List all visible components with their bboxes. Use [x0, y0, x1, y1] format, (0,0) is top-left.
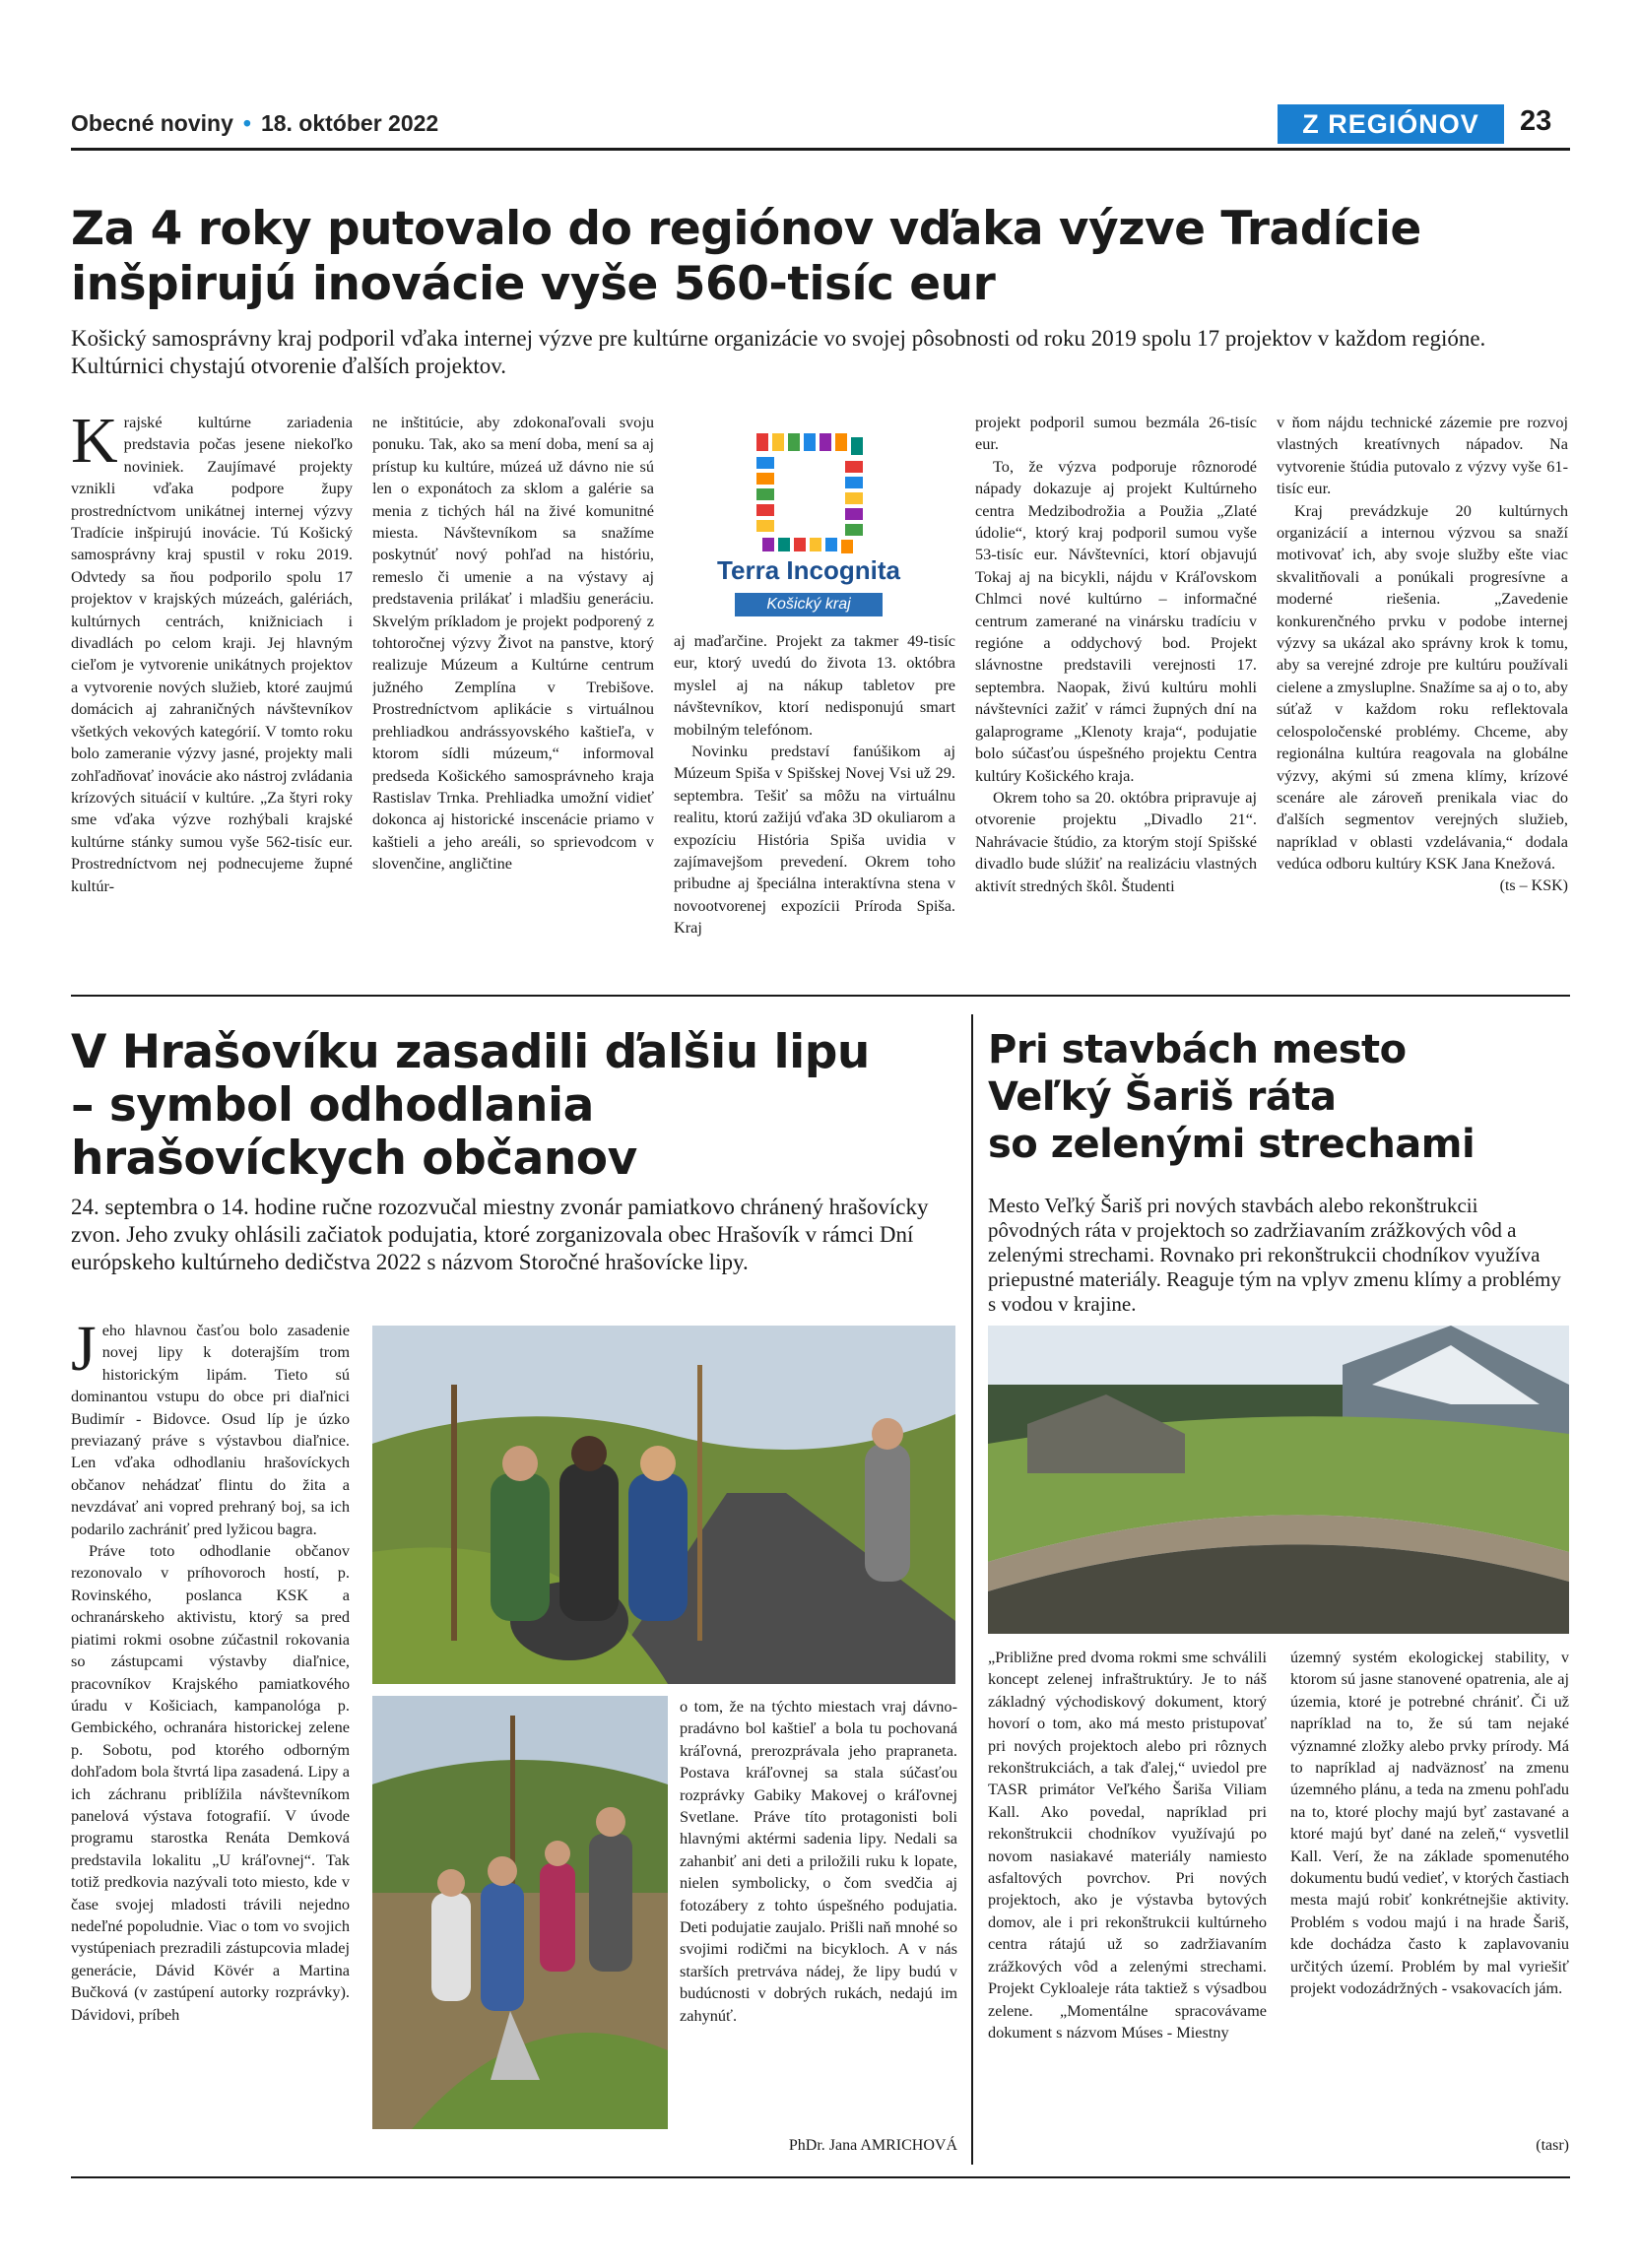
paragraph: Novinku predstaví fanúšikom aj Múzeum Spiša v Spišskej Novej Vsi už 29. septembra. Tešiť sa môžu na virtuálnu realitu, ktorú zažijú vďaka 3D okuliarom a expozíciu História Spiša uvidia v zajímavejšom prevedení. Okrem toho pribudne aj špeciálna interaktívna stena v novootvorenej expozícii Príroda Spiša. Kraj: [674, 742, 955, 938]
article1-column-4: [975, 412, 1257, 983]
article1-column-1: [71, 412, 353, 983]
article2-signature: PhDr. Jana AMRICHOVÁ: [788, 2137, 957, 2154]
article3-lead: Mesto Veľký Šariš pri nových stavbách alebo rekonštrukcii pôvodných ráta v projektoch so zadržiavaním zrážkových vôd a zelenými strechami. Rovnako pri rekonštrukcii chodníkov využíva priepustné materiály. Reaguje tým na vplyv zmenu klímy a problémy s vodou v krajine.: [988, 1194, 1561, 1316]
photo-image: [988, 1326, 1569, 1634]
logo-subtitle: Košický kraj: [735, 593, 883, 616]
paragraph: územný systém ekologickej stability, v ktorom sú jasne stanovené opatrenia, ale aj územia, ktoré je potrebné chrániť. Či už napríklad na to, že sú tam nejaké významné zložky alebo prvky prírody. Má to napríklad aj nadväznosť na zmenu územného plánu, a teda na zmenu pohľadu na to, ktoré plochy majú byť zastavané a ktoré majú byť dané na zeleň,“ vysvetlil Kall. Verí, že na základe spomenutého dokumentu budú vedieť, v ktorých častiach mesta majú robiť konkrétnejšie aktivity. Problém s vodou majú i na hrade Šariš, kde dochádza často k zaplavovaniu určitých území. Problém by mal vyriešiť projekt vodozádržných - vsakovacích jám.: [1290, 1648, 1569, 1998]
footer-rule: [71, 2176, 1570, 2178]
photo-image: [372, 1696, 668, 2129]
paragraph: rajské kultúrne zariadenia predstavia počas jesene niekoľko noviniek. Zaujímavé projekty vznikli vďaka podpore župy prostredníctvom unikátnej internej výzvy Tradície inšpirujú inovácie. Tú Košický samosprávny kraj spustil v roku 2019. Odvtedy sa ňou podporilo spolu 17 projektov v krajských múzeách, galériách, kultúrnych centrách, knižniciach i divadlách po celom kraji. Jej hlavným cieľom je vytvorenie unikátnych projektov a vytvorenie nových služieb, ktoré zaujmú domácich aj zahraničných návštevníkov všetkých vekových kategórií. V tomto roku bolo zameranie výzvy jasné, projekty mali zohľadňovať inovácie ako nástroj zvládania krízových situácií v kultúre. „Za štyri roky sme vďaka výzve rozhýbali krajské kultúrne stánky sumou vyše 562-tisíc eur. Prostredníctvom nej podnecujeme župné kultúr-: [71, 413, 353, 895]
article3-signature: (tasr): [1536, 2137, 1569, 2154]
tree-planting-photo: [372, 1326, 955, 1684]
bullet-icon: •: [242, 110, 251, 136]
article2-column-1: [71, 1320, 350, 2165]
article1-column-5: [1277, 412, 1568, 983]
issue-date: 18. október 2022: [260, 110, 439, 136]
section-badge: Z REGIÓNOV: [1278, 104, 1504, 144]
paragraph: aj maďarčine. Projekt za takmer 49-tisíc eur, ktorý uvedú do života 13. októbra myslel aj na nákup tabletov pre návštevníkov, ktorí nedisponujú smart mobilným telefónom.: [674, 631, 955, 739]
headline-line: Veľký Šariš ráta: [988, 1074, 1337, 1120]
paragraph: v ňom nájdu technické zázemie pre rozvoj vlastných kreatívnych nápadov. Na vytvorenie štúdia putovalo z výzvy vyše 61-tisíc eur.: [1277, 413, 1568, 498]
paragraph: eho hlavnou časťou bolo zasadenie novej lipy k doterajším trom historickým lipám. Tieto sú dominantou vstupu do obce pri diaľnici Budimír - Bidovce. Osud líp je úzko previazaný práve s výstavbou diaľnice. Len vďaka odhodlaniu hrašovíckych občanov nehádzať flintu do žita a nevzdávať ani vopred prehraný boj, sa ich podarilo zachrániť pred lyžicou bagra.: [71, 1321, 350, 1538]
headline-line: Pri stavbách mesto: [988, 1027, 1407, 1072]
paragraph: To, že výzva podporuje rôznorodé nápady dokazuje aj projekt Kultúrneho centra Medzibodrožia a Použia „Zlaté údolie“, ktorý kraj podporil sumou vyše 53-tisíc eur. Návštevníci, ktorí objavujú Tokaj aj na bicykli, nájdu v Kráľovskom Chlmci nové kultúrno – informačné centrum zamerané na vinársku tradíciu v regióne a oddychový bod. Projekt slávnostne predstavili verejnosti 17. septembra. Naopak, živú kultúru mohli návštevníci zažiť v rámci župných dní na galaprograme „Klenoty kraja“, podujatie bolo súčasťou úspešného projektu Centra kultúry Košického kraja.: [975, 456, 1257, 785]
article1-column-2: [372, 412, 654, 983]
article3-headline: [988, 1026, 1569, 1168]
paragraph: „Približne pred dvoma rokmi sme schválili koncept zelenej infraštruktúry. Je to náš základný východiskový dokument, ktorý hovorí o tom, ako má mesto pristupovať pri nových projektoch alebo pri rôznych rekonštrukciách, a tak ďalej,“ uviedol pre TASR primátor Veľkého Šariša Viliam Kall. Ako povedal, napríklad pri rekonštrukcii chodníkov využívajú po novom nasiakavé materiály namiesto asfaltových povrchov. Pri nových projektoch, ako je výstavba bytových domov, ale i pri rekonštrukcii kultúrneho centra rátajú už so zadržiavaním zrážkových vôd a zelenými strechami. Projekt Cykloaleje ráta taktiež s výsadbou zelene. „Momentálne spracovávame dokument s názvom Múses - Miestny: [988, 1648, 1267, 2041]
green-roof-photo: [988, 1326, 1569, 1634]
logo-title: Terra Incognita: [717, 555, 900, 585]
article1-lead: Košický samosprávny kraj podporil vďaka internej výzve pre kultúrne organizácie vo svojej pôsobnosti od roku 2019 spolu 17 projektov v každom regióne. Kultúrnici chystajú otvorenie ďalších projektov.: [71, 326, 1486, 378]
headline-line: inšpirujú inovácie vyše 560-tisíc eur: [71, 257, 996, 311]
children-planting-photo: [372, 1696, 668, 2129]
article2-lead: 24. septembra o 14. hodine ručne rozozvučal miestny zvonár pamiatkovo chránený hrašovícky zvon. Jeho zvuky ohlásili začiatok podujatia, ktoré zorganizovala obec Hrašovík v rámci Dní európskeho kultúrneho dedičstva 2022 s názvom Storočné hrašovícke lipy.: [71, 1195, 929, 1274]
article3-column-1: [988, 1647, 1267, 2165]
drop-cap: J: [71, 1320, 97, 1385]
header-rule: [71, 148, 1570, 151]
paragraph: Práve toto odhodlanie občanov rezonovalo v príhovoroch hostí, p. Rovinského, poslanca KSK a ochranárskeho aktivistu, ktorý sa pred piatimi rokmi osobne zúčastnil rokovania so zástupcami výstavby diaľnice, pracovníkov Krajského pamiatkového úradu v Košiciach, kampanológa p. Gembického, ochranára historickej zelene p. Sobotu, pod ktorého odborným dohľadom bola štvrtá lipa zasadená. Lipy a ich záchranu priblížila návštevníkom panelová výstava fotografií. V úvode programu starostka Renáta Demková predstavila lokalitu „U kráľovnej“. Tak totiž predkovia nazývali toto miesto, kde v čase svojej mladosti trávili nejedno nedeľné popoludnie. Viac o tom vo svojich vystúpeniach prezradili zástupcovia mladej generácie, Dávid Kövér a Martina Bučková (v zastúpení autorky rozprávky). Dávidovi, príbeh: [71, 1541, 350, 2024]
article1-signature: (ts – KSK): [1499, 876, 1568, 894]
headline-line: Za 4 roky putovalo do regiónov vďaka výzve Tradície: [71, 202, 1421, 256]
article3-column-2: [1290, 1647, 1569, 2139]
headline-line: – symbol odhodlania: [71, 1078, 594, 1133]
publication-name: Obecné noviny: [71, 110, 233, 136]
article2-headline: [71, 1026, 928, 1186]
paragraph: projekt podporil sumou bezmála 26-tisíc eur.: [975, 413, 1257, 454]
terra-incognita-logo: [707, 425, 910, 622]
column-divider: [971, 1014, 973, 2165]
paragraph: ne inštitúcie, aby zdokonaľovali svoju ponuku. Tak, ako sa mení doba, mení sa aj prístup ku kultúre, múzeá už dávno nie sú len o exponátoch za sklom a galérie sa menia z tichých hál na živé komunitné miesta. Návštevníkom sa snažíme poskytnúť nový pohľad na históriu, remeslo či umenie a na výstavy aj predstavenia prilákať i mladšiu generáciu. Skvelým príkladom je projekt podporený z tohtoročnej výzvy Život na panstve, ktorý realizuje Múzeum a Kultúrne centrum južného Zemplína v Trebišove. Prostredníctvom aplikácie s virtuálnou prehliadkou andrássyovského kaštieľa, v ktorom sídli múzeum,“ informoval predseda Košického samosprávneho kraja Rastislav Trnka. Prehliadka umožní vidieť dokonca aj historické inscenácie priamo v kaštieli a jeho areáli, so sprievodcom v slovenčine, angličtine: [372, 413, 654, 874]
article1-column-3: [674, 630, 955, 983]
paragraph: o tom, že na týchto miestach vraj dávno-pradávno bol kaštieľ a bola tu pochovaná kráľovná, prerozprávala jeho prapraneta. Postava kráľovnej sa stala súčasťou rozprávky Gabiky Makovej o kráľovnej Svetlane. Práve títo protagonisti boli hlavnými aktérmi sadenia lipy. Nedali sa zahanbiť ani deti a priložili ruku k lopate, nielen symbolicky, o čom svedčia aj fotozábery z tohto úspešného podujatia. Deti podujatie zaujalo. Prišli naň mnohé so svojimi rodičmi na bicykloch. A v nás starších pretrváva nádej, že lipy budú v budúcnosti v dobrých rukách, nedajú im zahynúť.: [680, 1697, 957, 2025]
article-divider: [71, 995, 1570, 997]
paragraph: Kraj prevádzkuje 20 kultúrnych organizácií a internou výzvou sa snaží motivovať ich, aby svoje služby ešte viac skvalitňovali a ponúkali progresívne a moderné riešenia. „Zavedenie konkurenčného prvku v podobe internej výzvy sa ukázal ako správny krok k tomu, aby sa verejné zdroje pre kultúru používali cielene a zmysluplne. Snažíme sa aj o to, aby súťaž v každom roku reflektovala celospoločenské problémy. Chceme, aby regionálna kultúra reagovala na globálne výzvy, akými sú zmena klímy, krízové scenáre ale zároveň prenikala viac do ďalších segmentov verejných služieb, napríklad v oblasti vzdelávania,“ dodala vedúca odboru kultúry KSK Jana Knežová.: [1277, 500, 1568, 874]
article1-headline: [71, 202, 1578, 312]
headline-line: V Hrašovíku zasadili ďalšiu lipu: [71, 1025, 870, 1079]
article2-column-2: [680, 1696, 957, 2090]
headline-line: so zelenými strechami: [988, 1122, 1476, 1167]
photo-image: [372, 1326, 955, 1684]
page-number: 23: [1520, 105, 1552, 137]
masthead: [71, 110, 438, 137]
headline-line: hrašovíckych občanov: [71, 1132, 637, 1186]
drop-cap: K: [71, 412, 118, 477]
paragraph: Okrem toho sa 20. októbra pripravuje aj otvorenie projektu „Divadlo 21“. Nahrávacie štúdio, za ktorým stojí Spišské divadlo bude slúžiť na realizáciu vlastných aktivít stredných škôl. Študenti: [975, 787, 1257, 895]
logo-mark-icon: [707, 425, 910, 553]
